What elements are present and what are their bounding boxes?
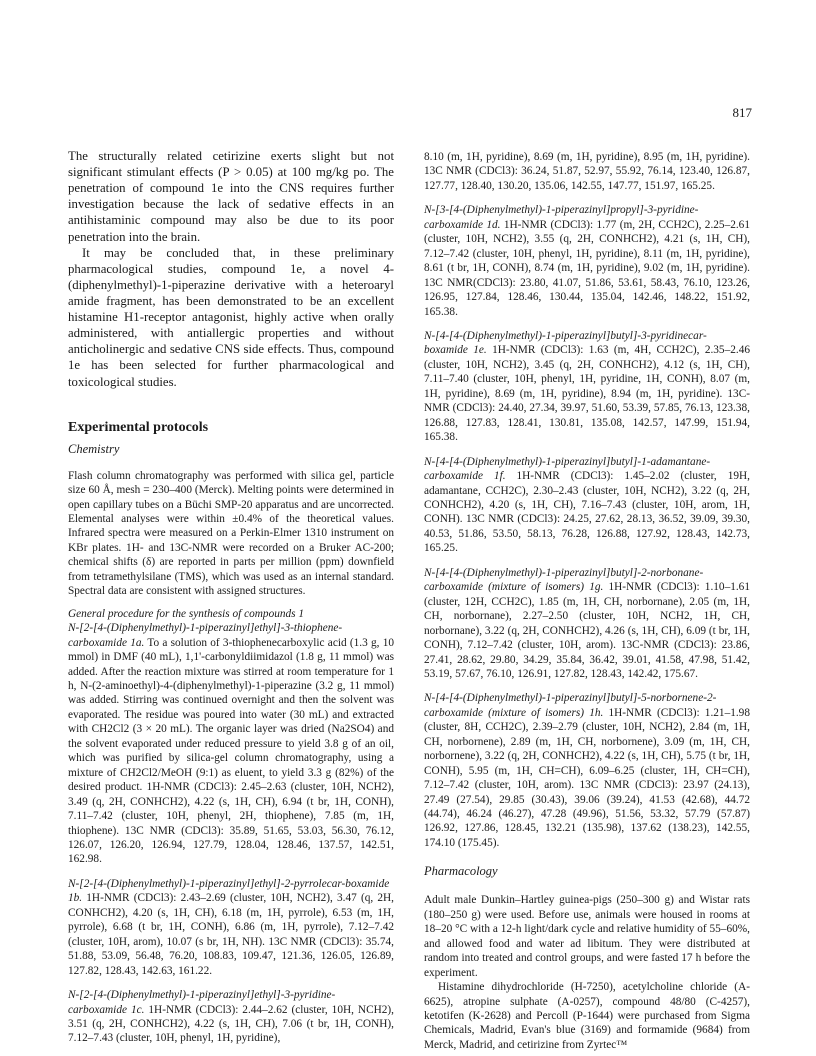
compound-data: 1H-NMR (CDCl3): 1.21–1.98 (cluster, 8H, CCH2C), 2.39–2.79 (cluster, 10H, NCH2), 2.84 (m, 1H, CH, norbornene), 2.89 (m, 1H, CH, norbornene), 3.09 (m, 1H, CH, norbornene), 3.22 (q, 2H, CONHCH2), 4.22 (s, 1H, CH), 5.75 (t br, 1H, CONH), 5.95 (m, 1H, CH=CH), 6.09–6.25 (cluster, 1H, CH=CH), 7.12–7.42 (cluster, 10H, arom). 13C NMR (CDCl3): 23.97 (24.13), 27.49 (27.54), 29.85 (30.43), 39.06 (39.24), 41.53 (42.68), 44.72 (44.74), 46.24 (46.27), 47.28 (49.96), 51.56, 53.32, 57.79 (57.87) 126.92, 127.86, 128.45, 132.21 (135.98), 137.62 (138.23), 142.55, 174.10 (175.45). bbox=[424, 706, 750, 849]
compound-title: N-[4-[4-(Diphenylmethyl)-1-piperazinyl]butyl]-5-norbornene-2-carboxamide (mixture of isomers) 1h. bbox=[424, 692, 717, 719]
compound-entry bbox=[68, 621, 394, 867]
compound-data: 1H-NMR (CDCl3): 2.44–2.62 (cluster, 10H, NCH2), 3.51 (q, 2H, CONHCH2), 4.22 (s, 1H, CH), 7.06 (t br, 1H, CONH), 7.12–7.43 (cluster, 10H, phenyl, 1H, pyridine), bbox=[68, 1003, 394, 1045]
compound-entry bbox=[68, 877, 394, 978]
compound-data: 1H-NMR (CDCl3): 1.77 (m, 2H, CCH2C), 2.25–2.61 (cluster, 10H, NCH2), 3.55 (q, 2H, CONHCH2), 4.21 (s, 1H, CH), 7.12–7.42 (cluster, 10H, phenyl, 1H, pyridine), 8.11 (m, 1H, pyridine), 8.61 (t br, 1H, CONH), 8.74 (m, 1H, pyridine), 9.02 (m, 1H, pyridine). 13C NMR(CDCl3): 23.80, 41.07, 51.86, 53.61, 58.43, 76.10, 123.26, 126.95, 127.84, 128.46, 130.44, 135.04, 142.46, 148.22, 151.92, 165.38. bbox=[424, 218, 750, 318]
compound-data: To a solution of 3-thiophenecarboxylic acid (1.3 g, 10 mmol) in DMF (40 mL), 1,1'-carbonyldiimidazol (1.8 g, 11 mmol) was added. After the reaction mixture was stirred at room temperature for 1 h, N-(2-aminoethyl)-4-(diphenylmethyl)-1-piperazine (3.2 g, 11 mmol) was added. Stirring was continued overnight and then the solvent was evaporated. The residue was poured into water (30 mL) and extracted with CH2Cl2 (3 × 20 mL). The organic layer was dried (Na2SO4) and the solvent evaporated under reduced pressure to yield 3.8 g of an oil, which was purified by silica-gel column chromatography, using a mixture of CH2Cl2/MeOH (9:1) as eluent, to yield 3.3 g (82%) of the desired product. 1H-NMR (CDCl3): 2.45–2.63 (cluster, 10H, NCH2), 3.49 (q, 2H, CONHCH2), 4.22 (s, 1H, CH), 6.94 (t br, 1H, CONH), 7.11–7.42 (cluster, 10H, phenyl, 2H, thiophene), 7.85 (m, 1H, thiophene). 13C NMR (CDCl3): 35.89, 51.65, 53.03, 56.30, 76.12, 126.07, 126.20, 126.94, 127.79, 128.04, 128.46, 137.57, 142.51, 162.98. bbox=[68, 636, 394, 866]
subsection-heading: Pharmacology bbox=[424, 864, 498, 879]
paragraph: Adult male Dunkin–Hartley guinea-pigs (250–300 g) and Wistar rats (180–250 g) were used. Before use, animals were housed in rooms at 18–20 °C with a 12-h light/dark cycle and relative humidity of 55–60%, and allowed food and water ad libitum. They were distributed at random into treated and control groups, and were fasted 17 h before the experiment. bbox=[424, 894, 750, 979]
compound-entry bbox=[424, 566, 750, 682]
compound-title: N-[2-[4-(Diphenylmethyl)-1-piperazinyl]ethyl]-2-pyrrolecar-boxamide 1b. bbox=[68, 877, 390, 905]
compound-entry bbox=[424, 203, 750, 319]
compound-title: N-[2-[4-(Diphenylmethyl)-1-piperazinyl]ethyl]-3-thiophene-carboxamide 1a. bbox=[68, 622, 343, 649]
paragraph: Histamine dihydrochloride (H-7250), acetylcholine chloride (A-6625), atropine sulphate (A-0257), compound 48/80 (C-4257), ketotifen (K-2628) and Percoll (P-1644) were purchased from Sigma Chemicals, Madrid, Evan's blue (3169) and formamide (9684) from Merck, Madrid, and cetirizine from Zyrtec™ bbox=[424, 981, 750, 1051]
compound-title: N-[4-[4-(Diphenylmethyl)-1-piperazinyl]butyl]-1-adamantane-carboxamide 1f. bbox=[424, 455, 711, 483]
compound-data: 1H-NMR (CDCl3): 1.10–1.61 (cluster, 12H, CCH2C), 1.85 (m, 1H, CH, norbornane), 2.05 (m, 1H, CH, norbornane), 2.27–2.50 (cluster, 10H, NCH2, 1H, CH, norbornane), 3.22 (q, 2H, CONHCH2), 4.26 (s, 1H, CH), 6.09 (t br, 1H, CONH), 7.12–7.42 (cluster, 10H, arom). 13C-NMR (CDCl3): 23.86, 27.41, 28.62, 29.80, 34.29, 35.84, 36.42, 39.01, 41.58, 47.98, 51.42, 53.19, 57.67, 76.10, 126.91, 127.82, 128.43, 142.42, 175.67. bbox=[424, 581, 750, 680]
compound-entry bbox=[424, 329, 750, 445]
page-number: 817 bbox=[732, 105, 752, 120]
compound-title: N-[3-[4-(Diphenylmethyl)-1-piperazinyl]propyl]-3-pyridine-carboxamide 1d. bbox=[424, 204, 699, 231]
compound-data: 1H-NMR (CDCl3): 1.63 (m, 4H, CCH2C), 2.35–2.46 (cluster, 10H, NCH2), 3.45 (q, 2H, CONHCH2), 4.12 (s, 1H, CH), 7.11–7.40 (cluster, 10H, phenyl, 1H, pyridine, 1H, CONH), 8.07 (m, 1H, pyridine), 8.69 (m, 1H, pyridine), 8.94 (m, 1H, pyridine). 13C-NMR (CDCl3): 24.40, 27.34, 39.97, 51.60, 53.39, 57.85, 76.13, 123.38, 126.88, 127.83, 128.41, 130.81, 135.08, 142.57, 147.99, 151.94, 165.38. bbox=[424, 344, 751, 444]
compound-entry-continued: 8.10 (m, 1H, pyridine), 8.69 (m, 1H, pyridine), 8.95 (m, 1H, pyridine). 13C NMR (CDCl3): 36.24, 51.87, 52.97, 55.92, 76.14, 123.40, 126.87, 127.77, 128.40, 130.20, 135.06, 142.55, 147.77, 151.97, 165.25. bbox=[424, 151, 750, 192]
subsection-heading: Chemistry bbox=[68, 441, 120, 456]
compound-title: N-[4-[4-(Diphenylmethyl)-1-piperazinyl]butyl]-3-pyridinecar-boxamide 1e. bbox=[424, 329, 707, 357]
section-heading: Experimental protocols bbox=[68, 419, 209, 435]
right-column bbox=[424, 150, 750, 1052]
compound-entry bbox=[424, 691, 750, 850]
compound-data: 1H-NMR (CDCl3): 1.45–2.02 (cluster, 19H, adamantane, CCH2C), 2.30–2.43 (cluster, 10H, NCH2), 3.22 (q, 2H, CONHCH2), 4.20 (s, 1H, CH), 7.16–7.43 (cluster, 10H, arom, 1H, CONH). 13C NMR (CDCl3): 24.25, 27.62, 28.13, 36.52, 39.09, 39.30, 40.53, 51.86, 53.50, 58.13, 76.28, 126.88, 127.92, 128.43, 142.73, 165.25. bbox=[424, 470, 750, 555]
paragraph: It may be concluded that, in these preliminary pharmacological studies, compound 1e, a novel 4-(diphenylmethyl)-1-piperazine derivative with a heteroaryl amide fragment, has been demonstrated to be an excellent histamine H1-receptor antagonist, highly active when orally administered, with antiallergic properties and without anticholinergic and sedative CNS side effects. Thus, compound 1e has been selected for further pharmacological and toxicological studies. bbox=[68, 245, 394, 389]
compound-title: N-[4-[4-(Diphenylmethyl)-1-piperazinyl]butyl]-2-norbonane-carboxamide (mixture of isomers) 1g. bbox=[424, 566, 704, 594]
conclusion-text bbox=[68, 148, 394, 390]
general-procedure-heading: General procedure for the synthesis of compounds 1 bbox=[68, 607, 305, 620]
paragraph: The structurally related cetirizine exerts slight but not significant stimulant effects (P > 0.05) at 100 mg/kg po. The penetration of compound 1e into the CNS requires further investigation because the lack of sedative effects in an antihistaminic compound may also be due to its poor penetration into the brain. bbox=[68, 149, 394, 244]
compound-title: N-[2-[4-(Diphenylmethyl)-1-piperazinyl]ethyl]-3-pyridine-carboxamide 1c. bbox=[68, 989, 336, 1016]
compound-data: 1H-NMR (CDCl3): 2.43–2.69 (cluster, 10H, NCH2), 3.47 (q, 2H, CONHCH2), 4.20 (s, 1H, CH), 6.18 (m, 1H, pyrrole), 6.53 (m, 1H, pyrrole), 6.68 (t br, 1H, CONH), 6.86 (m, 1H, pyrrole), 7.12–7.42 (cluster, 10H, arom), 10.07 (s br, 1H, NH). 13C NMR (CDCl3): 35.74, 51.88, 53.09, 56.48, 76.20, 108.83, 109.47, 121.36, 126.05, 126.89, 127.82, 128.43, 142.63, 161.22. bbox=[68, 892, 394, 977]
paragraph: Flash column chromatography was performed with silica gel, particle size 60 Å, mesh = 230–400 (Merck). Melting points were determined in open capillary tubes on a Büchi SMP-20 apparatus and are uncorrected. Elemental analyses were within ±0.4% of the theoretical values. Infrared spectra were measured on a Perkin-Elmer 1310 instrument on KBr plates. 1H- and 13C-NMR were recorded on a Bruker AC-200; chemical shifts (δ) are reported in parts per million (ppm) downfield from tetramethylsilane (TMS), which was used as an internal standard. Spectral data are consistent with assigned structures. bbox=[68, 469, 394, 598]
compound-entry bbox=[68, 988, 394, 1046]
compound-entry bbox=[424, 455, 750, 556]
left-column bbox=[68, 148, 394, 1056]
